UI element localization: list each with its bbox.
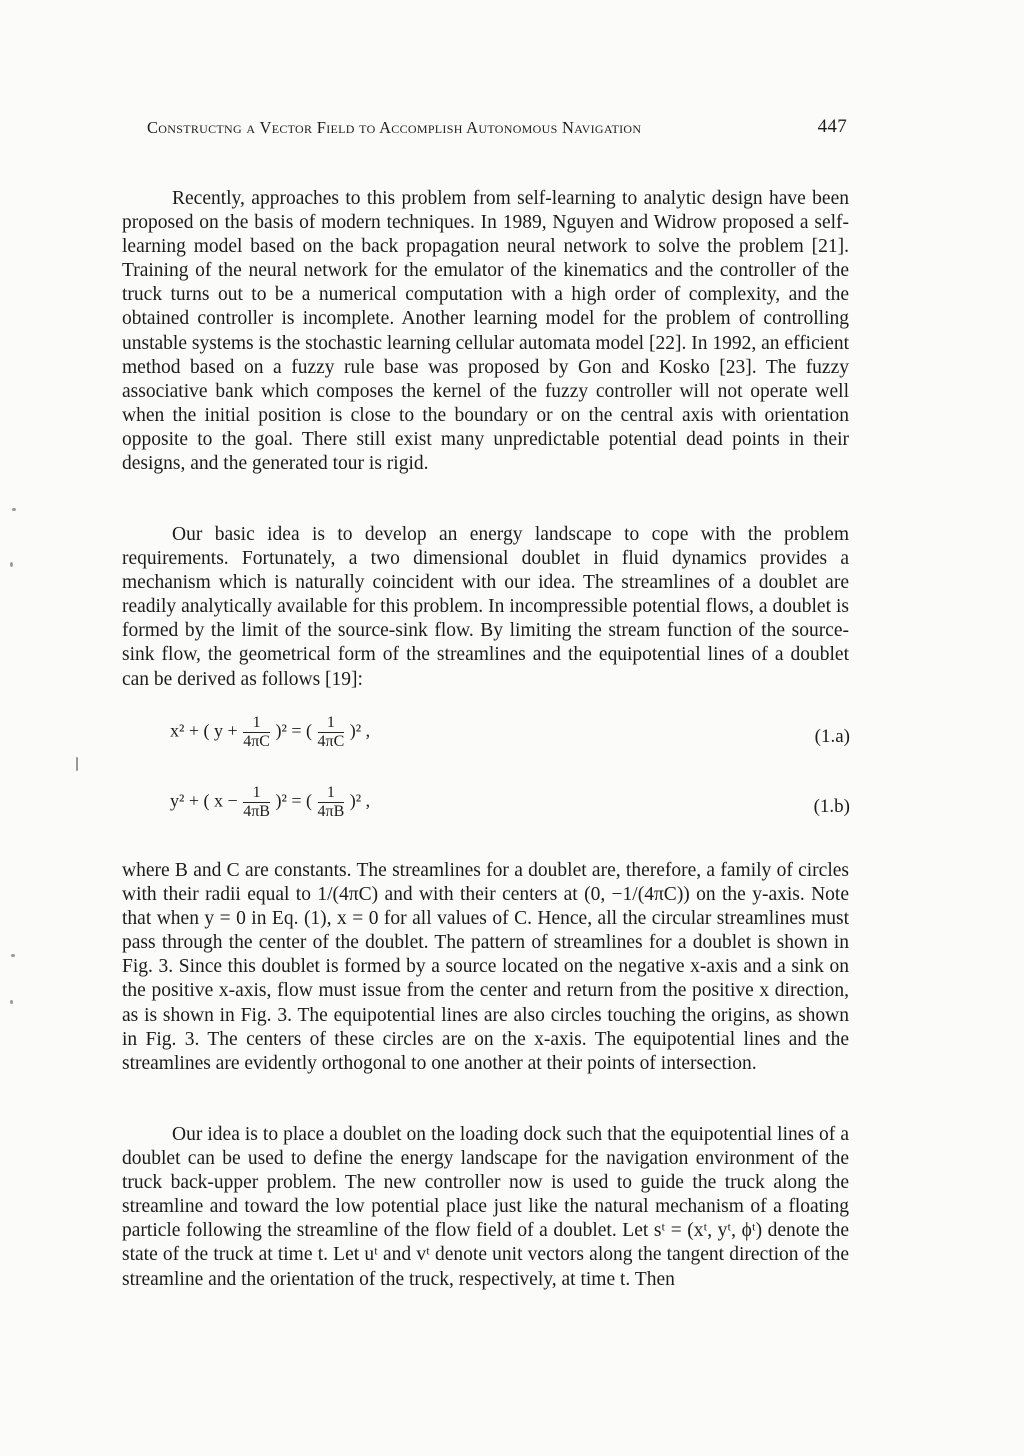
- fraction-denominator: 4πC: [317, 733, 345, 750]
- running-title: Constructng a Vector Field to Accomplish Autonomous Navigation: [147, 118, 642, 137]
- equation-label: (1.b): [813, 796, 850, 817]
- equation-label: (1.a): [814, 726, 850, 747]
- paragraph-text: Our basic idea is to develop an energy landscape to cope with the problem requirements. Fortunately, a two dimensional doublet in fluid dynamics provides a mechanism which is naturally coincident with our idea. The streamlines of a doublet are readily analytically available for this problem. In incompressible potential flows, a doublet is formed by the limit of the source-sink flow. By limiting the stream function of the source-sink flow, the geometrical form of the streamlines and the equipotential lines of a doublet can be derived as follows [19]:: [122, 524, 849, 690]
- fraction-denominator: 4πB: [243, 803, 270, 820]
- fraction-denominator: 4πB: [317, 803, 345, 820]
- scan-speck: [12, 508, 16, 511]
- fraction-numerator: 1: [243, 714, 270, 733]
- equation-mid: )² = (: [275, 790, 312, 811]
- equation-1a: [170, 714, 850, 762]
- equation-body: [170, 714, 370, 751]
- equation-mid: )² = (: [275, 720, 312, 741]
- fraction: [318, 714, 345, 751]
- fraction-numerator: 1: [318, 714, 345, 733]
- equation-lhs: x² + ( y +: [170, 720, 238, 741]
- paragraph-4: [122, 1123, 849, 1292]
- equation-lhs: y² + ( x −: [170, 790, 238, 811]
- equation-end: )² ,: [349, 790, 371, 811]
- equation-1b: [170, 784, 850, 832]
- scan-speck: [76, 757, 78, 771]
- paragraph-1: [122, 187, 849, 476]
- paragraph-text: Our idea is to place a doublet on the loading dock such that the equipotential lines of a doublet can be used to define the energy landscape for the navigation environment of the truck back-upper problem. The new controller now is used to guide the truck along the streamline and toward the low potential place just like the natural mechanism of a floating particle following the streamline of the flow field of a doublet. Let sᵗ = (xᵗ, yᵗ, ϕᵗ) denote the state of the truck at time t. Let uᵗ and vᵗ denote unit vectors along the tangent direction of the streamline and the orientation of the truck, respectively, at time t. Then: [122, 1124, 849, 1290]
- fraction-denominator: 4πC: [243, 733, 270, 750]
- paragraph-2: [122, 523, 849, 692]
- paragraph-3: [122, 859, 849, 1076]
- running-header: [147, 118, 847, 138]
- equation-end: )² ,: [349, 720, 371, 741]
- scan-speck: [10, 562, 13, 567]
- scan-speck: [10, 1000, 13, 1004]
- fraction-numerator: 1: [243, 784, 270, 803]
- paragraph-text: Recently, approaches to this problem from self-learning to analytic design have been proposed on the basis of modern techniques. In 1989, Nguyen and Widrow proposed a self-learning model based on the back propagation neural network to solve the problem [21]. Training of the neural network for the emulator of the kinematics and the controller of the truck turns out to be a numerical computation with a high order of complexity, and the obtained controller is incomplete. Another learning model for the problem of controlling unstable systems is the stochastic learning cellular automata model [22]. In 1992, an efficient method based on a fuzzy rule base was proposed by Gon and Kosko [23]. The fuzzy associative bank which composes the kernel of the fuzzy controller will not operate well when the initial position is close to the boundary or on the central axis with orientation opposite to the goal. There still exist many unpredictable potential dead points in their designs, and the generated tour is rigid.: [122, 188, 849, 475]
- fraction: [318, 784, 345, 821]
- page-number: 447: [817, 116, 847, 137]
- fraction: [243, 784, 270, 821]
- equation-body: [170, 784, 370, 821]
- fraction-numerator: 1: [318, 784, 345, 803]
- fraction: [243, 714, 270, 751]
- paragraph-text: where B and C are constants. The streamlines for a doublet are, therefore, a family of circles with their radii equal to 1/(4πC) and with their centers at (0, −1/(4πC)) on the y-axis. Note that when y = 0 in Eq. (1), x = 0 for all values of C. Hence, all the circular streamlines must pass through the center of the doublet. The pattern of streamlines for a doublet is shown in Fig. 3. Since this doublet is formed by a source located on the negative x-axis and a sink on the positive x-axis, flow must issue from the center and return from the positive x direction, as is shown in Fig. 3. The equipotential lines are also circles touching the origins, as shown in Fig. 3. The centers of these circles are on the x-axis. The equipotential lines and the streamlines are evidently orthogonal to one another at their points of intersection.: [122, 860, 849, 1074]
- scan-speck: [11, 954, 15, 957]
